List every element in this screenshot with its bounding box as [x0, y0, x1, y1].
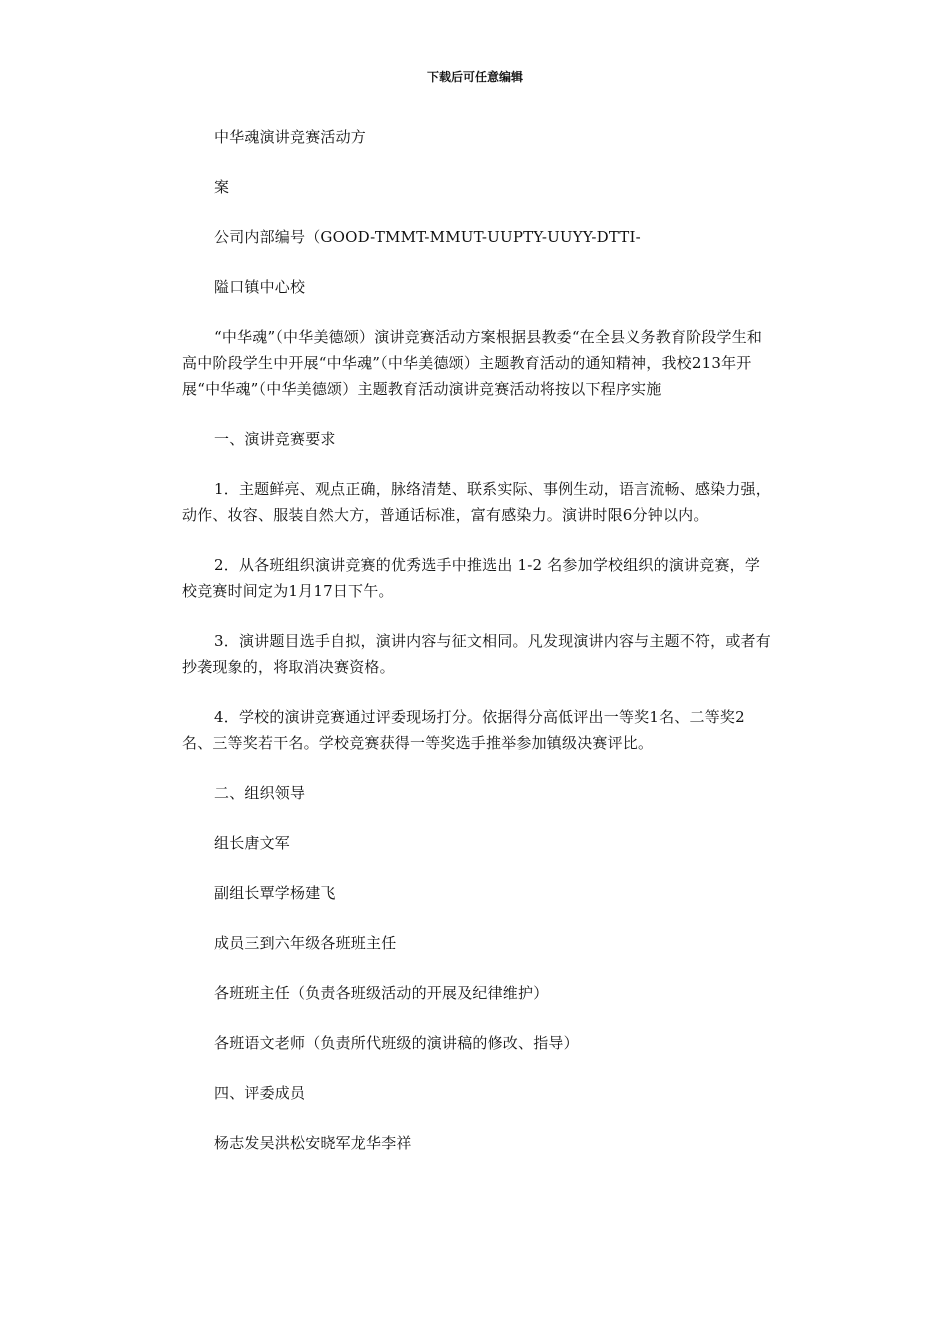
group-leader: 组长唐文军 [214, 834, 291, 852]
section-1-heading: 一、演讲竞赛要求 [214, 430, 336, 448]
header-note: 下载后可任意编辑 [426, 70, 523, 84]
title-line-1: 中华魂演讲竞赛活动方 [214, 128, 367, 146]
school-name: 隘口镇中心校 [214, 278, 306, 296]
document-body [182, 124, 772, 1180]
requirement-3: 3．演讲题目选手自拟，演讲内容与征文相同。凡发现演讲内容与主题不符，或者有抄袭现象的，将取消决赛资格。 [182, 632, 771, 676]
duty-head-teachers: 各班班主任（负责各班级活动的开展及纪律维护） [214, 984, 549, 1002]
section-4-heading: 四、评委成员 [214, 1084, 306, 1102]
requirement-2: 2．从各班组织演讲竞赛的优秀选手中推选出 1-2 名参加学校组织的演讲竞赛，学校竞赛时间定为1月17日下午。 [182, 556, 761, 600]
judges-list: 杨志发吴洪松安晓军龙华李祥 [214, 1134, 412, 1152]
duty-chinese-teachers: 各班语文老师（负责所代班级的演讲稿的修改、指导） [214, 1034, 579, 1052]
requirement-4: 4．学校的演讲竞赛通过评委现场打分。依据得分高低评出一等奖1名、二等奖2名、三等奖若干名。学校竞赛获得一等奖选手推举参加镇级决赛评比。 [182, 708, 745, 752]
intro-paragraph: “中华魂”（中华美德颂）演讲竞赛活动方案根据县教委“在全县义务教育阶段学生和高中阶段学生中开展“中华魂”（中华美德颂）主题教育活动的通知精神，我校213年开展“中华魂”（中华美德颂）主题教育活动演讲竞赛活动将按以下程序实施 [182, 328, 763, 398]
group-members: 成员三到六年级各班班主任 [214, 934, 397, 952]
vice-leader: 副组长覃学杨建飞 [214, 884, 336, 902]
section-2-heading: 二、组织领导 [214, 784, 306, 802]
requirement-1: 1．主题鲜亮、观点正确，脉络清楚、联系实际、事例生动，语言流畅、感染力强，动作、妆容、服装自然大方，普通话标准，富有感染力。演讲时限6分钟以内。 [182, 480, 771, 524]
company-code: 公司内部编号（GOOD-TMMT-MMUT-UUPTY-UUYY-DTTI- [214, 228, 641, 246]
title-line-2: 案 [214, 178, 230, 196]
